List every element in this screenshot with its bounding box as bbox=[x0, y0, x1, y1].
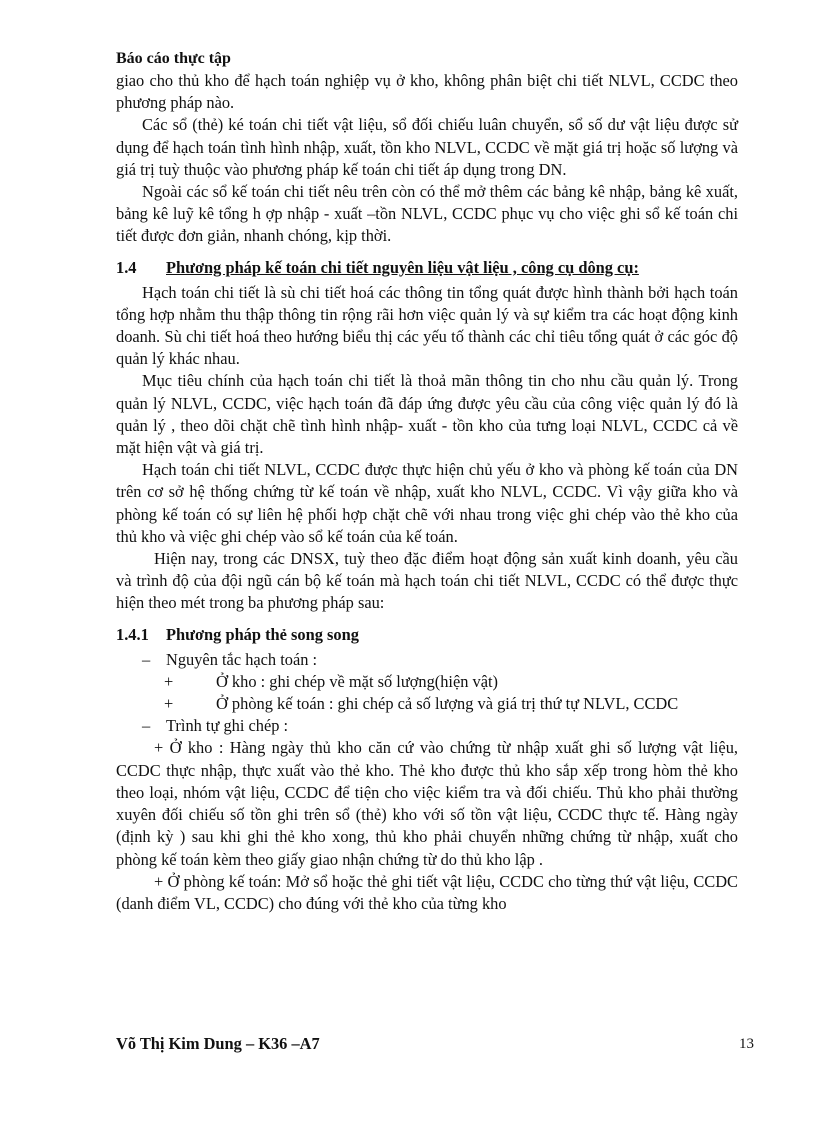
list-item-text: Ở phòng kế toán : ghi chép cả số lượng và giá trị thứ tự NLVL, CCDC bbox=[216, 694, 679, 714]
dash-list-item bbox=[116, 649, 738, 671]
plus-list-item bbox=[116, 671, 738, 693]
plus-marker: + bbox=[164, 694, 174, 714]
section-number: 1.4 bbox=[116, 257, 137, 277]
page-body bbox=[116, 48, 738, 915]
section-title: Phương pháp kế toán chi tiết nguyên liệu vật liệu , công cụ dông cụ: bbox=[166, 257, 639, 277]
paragraph: + Ở phòng kế toán: Mở sổ hoặc thẻ ghi tiết vật liệu, CCDC cho từng thứ vật liệu, CCDC (danh điểm VL, CCDC) cho đúng với thẻ kho của từng kho bbox=[116, 871, 738, 913]
section-number: 1.4.1 bbox=[116, 624, 149, 644]
footer-author: Võ Thị Kim Dung – K36 –A7 bbox=[116, 1034, 320, 1053]
dash-marker: – bbox=[142, 649, 151, 669]
paragraph: Mục tiêu chính của hạch toán chi tiết là thoả mãn thông tin cho nhu cầu quản lý. Trong quản lý NLVL, CCDC, việc hạch toán đã đáp ứng được yêu cầu của công việc quản lý đó là quản lý , theo dõi chặt chẽ tình hình nhập- xuất - tồn kho của tưng loại NLVL, CCDC cả về mặt hiện vật và giá trị. bbox=[116, 371, 738, 458]
list-item-text: Ở kho : ghi chép về mặt số lượng(hiện vật) bbox=[216, 671, 499, 691]
paragraph: + Ở kho : Hàng ngày thủ kho căn cứ vào chứng từ nhập xuất ghi số lượng vật liệu, CCDC thực nhập, thực xuất vào thẻ kho. Thẻ kho được thủ kho sắp xếp trong hòm thẻ kho theo loại, nhóm vật liệu, CCDC để tiện cho việc kiểm tra và đối chiếu. Thủ kho phải thường xuyên đối chiếu số tồn ghi trên sổ (thẻ) kho với số tồn vật liệu, CCDC thực tế. Hàng ngày (định kỳ ) sau khi ghi thẻ kho xong, thủ kho phải chuyển những chứng từ nhập, xuất cho phòng kế toán kèm theo giấy giao nhận chứng từ do thủ kho lập . bbox=[116, 738, 738, 869]
paragraph: Hạch toán chi tiết NLVL, CCDC được thực hiện chủ yếu ở kho và phòng kế toán của DN trên cơ sở hệ thống chứng từ kế toán về nhập, xuất kho NLVL, CCDC. Vì vậy giữa kho và phòng kế toán có sự liên hệ phối hợp chặt chẽ với nhau trong việc ghi chép vào thẻ kho của thủ kho và việc ghi chép vào sổ kế toán của kế toán. bbox=[116, 460, 738, 546]
page-number: 13 bbox=[739, 1036, 754, 1052]
plus-list-item bbox=[116, 693, 738, 715]
page-footer bbox=[116, 1032, 754, 1056]
paragraph: Hiện nay, trong các DNSX, tuỳ theo đặc điểm hoạt động sản xuất kinh doanh, yêu cầu và trình độ của đội ngũ cán bộ kế toán mà hạch toán chi tiết NLVL, CCDC có thể được thực hiện theo mét trong ba phương pháp sau: bbox=[116, 549, 738, 613]
paragraph: giao cho thủ kho để hạch toán nghiệp vụ ở kho, không phân biệt chi tiết NLVL, CCDC theo phương pháp nào. bbox=[116, 71, 738, 113]
list-item-text: Trình tự ghi chép : bbox=[166, 716, 289, 736]
plus-marker: + bbox=[164, 671, 174, 691]
section-title: Phương pháp thẻ song song bbox=[166, 624, 359, 644]
list-item-text: Nguyên tắc hạch toán : bbox=[166, 649, 318, 669]
running-header: Báo cáo thực tập bbox=[116, 50, 231, 67]
paragraph: Các sổ (thẻ) ké toán chi tiết vật liệu, sổ đối chiếu luân chuyển, sổ số dư vật liệu được sử dụng để hạch toán tình hình nhập, xuất, tồn kho NLVL, CCDC về mặt giá trị hoặc số lượng và giá trị tuỳ thuộc vào phương pháp kế toán chi tiết áp dụng trong DN. bbox=[116, 115, 738, 179]
section-heading-1-4 bbox=[116, 257, 738, 279]
dash-marker: – bbox=[142, 716, 151, 736]
paragraph: Ngoài các sổ kế toán chi tiết nêu trên còn có thể mở thêm các bảng kê nhập, bảng kê xuất, bảng kê luỹ kê tổng h ợp nhập - xuất –tồn NLVL, CCDC phục vụ cho việc ghi sổ kế toán chi tiết được đơn giản, nhanh chóng, kịp thời. bbox=[116, 182, 738, 246]
dash-list-item bbox=[116, 715, 738, 737]
section-heading-1-4-1 bbox=[116, 624, 738, 646]
paragraph: Hạch toán chi tiết là sù chi tiết hoá các thông tin tổng quát được hình thành bởi hạch toán tổng hợp nhằm thu thập thông tin rộng rãi hơn việc quản lý và sự kiểm tra các hoạt động kinh doanh. Sù chi tiết hoá theo hướng biểu thị các yếu tố thành các chỉ tiêu tổng quát ở các góc độ quản lý khác nhau. bbox=[116, 282, 738, 369]
